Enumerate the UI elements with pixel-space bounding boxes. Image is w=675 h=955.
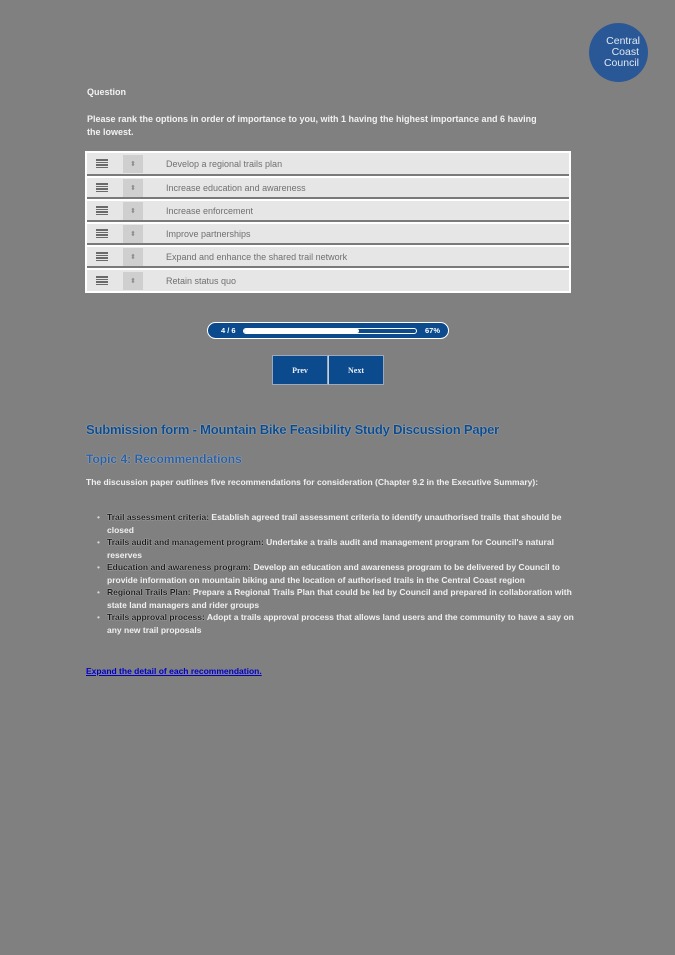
progress-track (243, 328, 417, 334)
progress-percent: 67% (425, 326, 441, 335)
recommendation-term: Trails audit and management program: (107, 537, 264, 547)
ranking-item[interactable] (87, 268, 569, 291)
ranking-list (85, 151, 571, 293)
ranking-item-label: Increase education and awareness (166, 182, 306, 193)
recommendation-item (97, 511, 577, 536)
pager (272, 355, 384, 385)
hamburger-icon[interactable] (96, 252, 108, 261)
recommendation-item (97, 561, 577, 586)
ranking-item-label: Expand and enhance the shared trail network (166, 251, 348, 262)
progress-count: 4 / 6 (221, 326, 236, 335)
logo-line: Council (603, 57, 639, 69)
recommendation-desc: Establish agreed trail assessment criteria to identify unauthorised trails that should be closed (107, 512, 562, 535)
ranking-item[interactable] (87, 176, 569, 199)
recommendation-item (97, 611, 577, 636)
recommendation-desc: Prepare a Regional Trails Plan that could be led by Council and prepared in collaboration with state land managers and rider groups (107, 587, 572, 610)
expand-recommendations-link[interactable]: Expand the detail of each recommendation. (86, 666, 262, 676)
rank-select[interactable]: ⬍ (123, 272, 143, 290)
ranking-item[interactable] (87, 245, 569, 268)
progress-bar (207, 322, 449, 339)
topic-title: Topic 4: Recommendations (86, 452, 242, 466)
ranking-item[interactable] (87, 199, 569, 222)
recommendation-term: Trail assessment criteria: (107, 512, 210, 522)
rank-select[interactable]: ⬍ (123, 225, 143, 243)
hamburger-icon[interactable] (96, 159, 108, 168)
next-button[interactable]: Next (328, 355, 384, 385)
hamburger-icon[interactable] (96, 229, 108, 238)
logo-line: Central (606, 35, 640, 47)
recommendation-item (97, 536, 577, 561)
ranking-item-label: Increase enforcement (166, 205, 254, 216)
recommendation-item (97, 586, 577, 611)
rank-select[interactable]: ⬍ (123, 202, 143, 220)
hamburger-icon[interactable] (96, 276, 108, 285)
ranking-item-label: Develop a regional trails plan (166, 158, 283, 169)
rank-select[interactable]: ⬍ (123, 179, 143, 197)
recommendation-term: Education and awareness program: (107, 562, 252, 572)
recommendation-desc: Develop an education and awareness program to be delivered by Council to provide information on mountain biking and the location of authorised trails in the Central Coast region (107, 562, 560, 585)
hamburger-icon[interactable] (96, 183, 108, 192)
ranking-item-label: Improve partnerships (166, 228, 251, 239)
recommendations-list (97, 511, 577, 636)
rank-select[interactable]: ⬍ (123, 155, 143, 173)
ranking-item-label: Retain status quo (166, 275, 237, 286)
progress-fill (244, 329, 359, 333)
council-logo (589, 23, 648, 82)
recommendation-term: Trails approval process: (107, 612, 205, 622)
prev-button[interactable]: Prev (272, 355, 328, 385)
question-label: Question (87, 87, 127, 97)
recommendation-term: Regional Trails Plan: (107, 587, 191, 597)
logo-line: Coast (611, 46, 639, 58)
question-text: Please rank the options in order of importance to you, with 1 having the highest importance and 6 having the lowest. (87, 114, 537, 137)
recommendation-desc: Adopt a trails approval process that allows land users and the community to have a say on any new trail proposals (107, 612, 574, 635)
recommendation-desc: Undertake a trails audit and management program for Council's natural reserves (107, 537, 554, 560)
ranking-item[interactable] (87, 153, 569, 176)
ranking-item[interactable] (87, 222, 569, 245)
hamburger-icon[interactable] (96, 206, 108, 215)
intro-text: The discussion paper outlines five recommendations for consideration (Chapter 9.2 in the Executive Summary): (86, 477, 539, 487)
form-title: Submission form - Mountain Bike Feasibility Study Discussion Paper (86, 422, 499, 437)
rank-select[interactable]: ⬍ (123, 248, 143, 266)
